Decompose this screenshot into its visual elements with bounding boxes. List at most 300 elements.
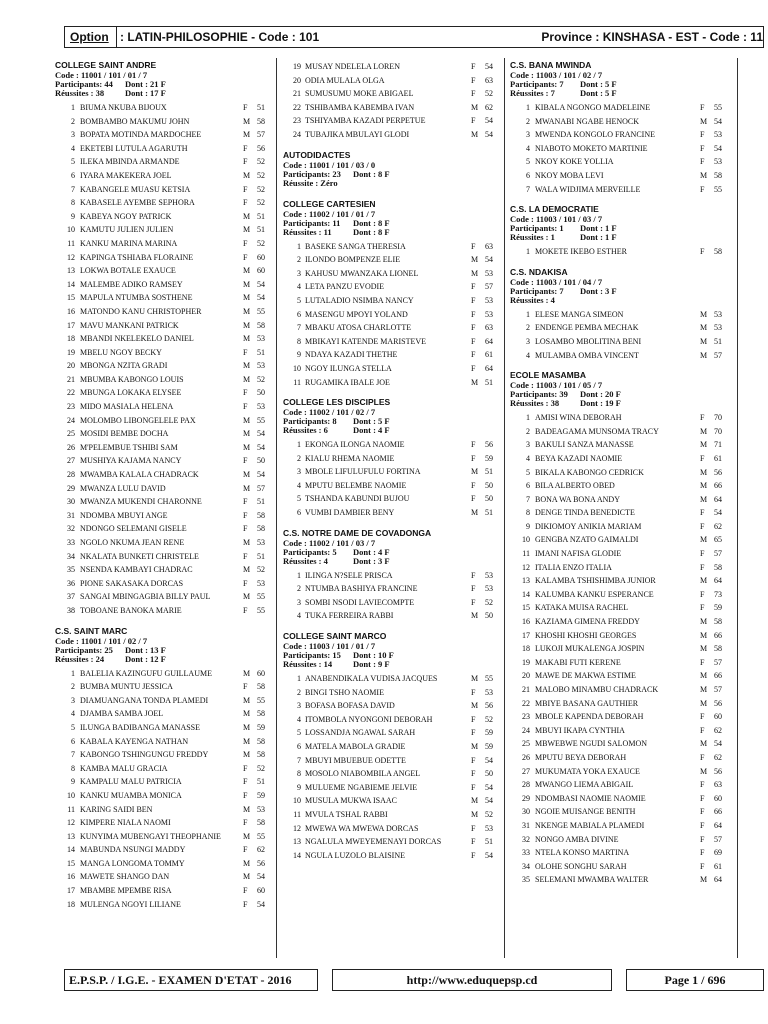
student-number: 22 bbox=[293, 102, 301, 112]
student-gender: F bbox=[243, 143, 248, 153]
student-gender: F bbox=[243, 402, 248, 412]
school-section bbox=[283, 150, 498, 191]
student-row bbox=[55, 495, 270, 509]
student-name: DIKIOMOY ANIKIA MARIAM bbox=[535, 521, 642, 531]
student-name: BALELIA KAZINGUFU GUILLAUME bbox=[80, 668, 212, 678]
page-header bbox=[64, 26, 764, 48]
student-number: 1 bbox=[297, 674, 301, 684]
student-name: NGULA LUZOLO BLAISINE bbox=[305, 850, 405, 860]
student-row bbox=[55, 346, 270, 360]
student-number: 15 bbox=[522, 603, 530, 613]
student-row bbox=[55, 468, 270, 482]
student-row bbox=[283, 506, 498, 520]
student-gender: F bbox=[700, 603, 705, 613]
student-number: 29 bbox=[67, 483, 75, 493]
student-name: NKOY MOBA LEVI bbox=[535, 170, 604, 180]
student-name: KAPINGA TSHIABA FLORAINE bbox=[80, 252, 194, 262]
student-name: ENDENGE PEMBA MECHAK bbox=[535, 323, 639, 333]
school-code: Code : 11003 / 101 / 03 / 7 bbox=[510, 214, 603, 225]
student-row bbox=[510, 155, 733, 169]
student-row bbox=[283, 267, 498, 281]
student-gender: F bbox=[471, 336, 476, 346]
participants-female-count: Dont : 8 F bbox=[353, 168, 390, 179]
student-gender: M bbox=[471, 809, 479, 819]
student-row bbox=[55, 803, 270, 817]
student-score: 56 bbox=[714, 698, 722, 708]
reussites-line bbox=[283, 179, 498, 188]
student-name: NGOY ILUNGA STELLA bbox=[305, 363, 392, 373]
student-name: DIAMUANGANA TONDA PLAMEDI bbox=[80, 695, 209, 705]
student-score: 52 bbox=[257, 184, 265, 194]
student-name: MBAKU ATOSA CHARLOTTE bbox=[305, 323, 412, 333]
student-name: KAMBA MALU GRACIA bbox=[80, 763, 168, 773]
student-number: 19 bbox=[67, 347, 75, 357]
student-score: 61 bbox=[485, 350, 493, 360]
school-name: COLLEGE SAINT MARCO bbox=[283, 631, 387, 642]
participants-female-count: Dont : 5 F bbox=[353, 416, 390, 427]
student-gender: F bbox=[471, 440, 476, 450]
student-row bbox=[283, 438, 498, 452]
student-number: 6 bbox=[526, 170, 530, 180]
student-row bbox=[510, 615, 733, 629]
student-name: MBUMBA KABONGO LOUIS bbox=[80, 374, 184, 384]
student-score: 56 bbox=[485, 701, 493, 711]
student-gender: M bbox=[243, 709, 251, 719]
student-gender: M bbox=[243, 279, 251, 289]
student-score: 54 bbox=[257, 429, 265, 439]
student-gender: F bbox=[700, 130, 705, 140]
student-name: MWAMBA KALALA CHADRACK bbox=[80, 470, 199, 480]
student-row bbox=[510, 335, 733, 349]
student-gender: F bbox=[700, 453, 705, 463]
student-row bbox=[283, 294, 498, 308]
student-number: 21 bbox=[522, 685, 530, 694]
student-number: 5 bbox=[71, 157, 75, 167]
student-score: 54 bbox=[714, 143, 722, 153]
student-score: 61 bbox=[714, 453, 722, 463]
student-score: 59 bbox=[714, 603, 722, 613]
student-gender: F bbox=[471, 769, 476, 779]
student-gender: F bbox=[700, 752, 705, 762]
reussites-female-count: Dont : 5 F bbox=[580, 88, 617, 98]
student-number: 6 bbox=[71, 170, 75, 180]
student-number: 32 bbox=[522, 834, 530, 844]
student-gender: F bbox=[700, 549, 705, 559]
student-number: 2 bbox=[526, 323, 530, 333]
student-gender: F bbox=[471, 570, 476, 580]
student-number: 20 bbox=[67, 361, 75, 371]
student-score: 63 bbox=[485, 241, 493, 251]
student-name: BILA ALBERTO OBED bbox=[535, 481, 615, 491]
student-row bbox=[283, 114, 498, 128]
student-score: 53 bbox=[485, 295, 493, 305]
student-score: 58 bbox=[257, 709, 265, 719]
student-name: MAVU MANKANI PATRICK bbox=[80, 320, 179, 330]
reussites-female-count: Dont : 12 F bbox=[125, 653, 166, 664]
student-score: 57 bbox=[714, 549, 722, 559]
reussites-female-count: Dont : 9 F bbox=[353, 659, 390, 670]
student-score: 50 bbox=[485, 769, 493, 779]
student-number: 4 bbox=[297, 611, 301, 621]
student-number: 36 bbox=[67, 578, 75, 588]
student-row bbox=[55, 870, 270, 884]
student-row bbox=[283, 240, 498, 254]
student-score: 62 bbox=[714, 752, 722, 762]
student-name: MPUTU BEYA DEBORAH bbox=[535, 752, 627, 762]
student-gender: F bbox=[471, 494, 476, 504]
student-gender: F bbox=[700, 184, 705, 194]
student-gender: M bbox=[471, 377, 479, 387]
participants-female-count: Dont : 1 F bbox=[580, 223, 617, 234]
student-row bbox=[283, 452, 498, 466]
student-score: 52 bbox=[485, 809, 493, 819]
student-gender: M bbox=[243, 374, 251, 384]
student-name: ODIA MULALA OLGA bbox=[305, 75, 385, 85]
student-score: 66 bbox=[714, 671, 722, 681]
student-name: MUKUMATA YOKA EXAUCE bbox=[535, 766, 640, 776]
student-name: EKONGA ILONGA NAOMIE bbox=[305, 440, 405, 450]
participants-female-count: Dont : 8 F bbox=[353, 217, 390, 228]
student-row bbox=[55, 680, 270, 694]
student-score: 51 bbox=[485, 467, 493, 477]
student-gender: F bbox=[700, 657, 705, 667]
student-number: 13 bbox=[522, 576, 530, 586]
reussites-count: Réussites : 6 bbox=[283, 425, 328, 436]
student-number: 32 bbox=[67, 524, 75, 534]
student-number: 9 bbox=[71, 777, 75, 787]
student-name: TUBAJIKA MBULAYI GLODI bbox=[305, 129, 410, 139]
student-number: 23 bbox=[293, 116, 301, 126]
student-name: LOSAMBO MBOLITINA BENI bbox=[535, 336, 642, 346]
student-number: 5 bbox=[526, 467, 530, 477]
student-number: 7 bbox=[71, 184, 75, 194]
column-divider bbox=[737, 58, 738, 958]
student-gender: M bbox=[700, 671, 708, 681]
student-name: PIONE SAKASAKA DORCAS bbox=[80, 578, 184, 588]
student-number: 5 bbox=[297, 295, 301, 305]
student-row bbox=[510, 846, 733, 860]
student-number: 27 bbox=[67, 456, 75, 466]
student-gender: M bbox=[243, 538, 251, 547]
student-score: 65 bbox=[714, 535, 722, 545]
student-name: MOSOLO NIABOMBILA ANGEL bbox=[305, 769, 421, 779]
student-name: BASEKE SANGA THERESIA bbox=[305, 241, 406, 251]
student-gender: M bbox=[243, 266, 251, 276]
student-score: 64 bbox=[714, 820, 722, 830]
student-name: TUKA FERREIRA RABBI bbox=[305, 611, 394, 621]
student-row bbox=[55, 721, 270, 735]
student-gender: F bbox=[700, 848, 705, 858]
student-row bbox=[283, 128, 498, 142]
student-number: 11 bbox=[67, 238, 75, 248]
student-score: 60 bbox=[257, 668, 265, 678]
student-row bbox=[55, 115, 270, 129]
student-name: IYARA MAKEKERA JOEL bbox=[80, 170, 172, 180]
participants-count: Participants: 5 bbox=[283, 546, 337, 557]
student-name: ILINGA N?SELE PRISCA bbox=[305, 570, 393, 580]
student-row bbox=[510, 142, 733, 156]
student-gender: F bbox=[243, 157, 248, 167]
school-section bbox=[510, 60, 733, 196]
student-score: 53 bbox=[257, 578, 265, 588]
student-score: 59 bbox=[257, 790, 265, 800]
results-column-1 bbox=[55, 60, 270, 960]
student-row bbox=[55, 210, 270, 224]
student-name: KALUMBA KANKU ESPERANCE bbox=[535, 589, 654, 599]
student-score: 53 bbox=[485, 268, 493, 278]
student-score: 52 bbox=[257, 238, 265, 248]
student-name: MABUNDA NSUNGI MADDY bbox=[80, 845, 186, 855]
student-number: 14 bbox=[67, 279, 75, 289]
student-row bbox=[283, 740, 498, 754]
student-name: MOLOMBO LIBONGELELE PAX bbox=[80, 415, 196, 425]
school-name: COLLEGE CARTESIEN bbox=[283, 198, 376, 209]
student-score: 52 bbox=[485, 597, 493, 607]
student-name: MWANGO LIEMA ABIGAIL bbox=[535, 780, 634, 790]
student-score: 54 bbox=[485, 796, 493, 806]
student-score: 73 bbox=[714, 589, 722, 599]
participants-female-count: Dont : 13 F bbox=[125, 644, 166, 655]
student-name: MALEMBE ADIKO RAMSEY bbox=[80, 279, 183, 289]
student-gender: F bbox=[243, 388, 248, 398]
student-row bbox=[510, 321, 733, 335]
student-gender: F bbox=[243, 252, 248, 262]
student-number: 17 bbox=[67, 320, 75, 330]
student-number: 4 bbox=[526, 143, 530, 153]
student-gender: M bbox=[700, 576, 708, 586]
reussites-line bbox=[283, 557, 498, 566]
student-row bbox=[55, 359, 270, 373]
student-name: ANABENDIKALA VUDISA JACQUES bbox=[305, 674, 438, 684]
student-number: 30 bbox=[67, 497, 75, 507]
student-name: MBAMBE MPEMBE RISA bbox=[80, 886, 172, 896]
student-gender: M bbox=[700, 766, 708, 776]
student-number: 34 bbox=[522, 861, 530, 871]
student-row bbox=[510, 805, 733, 819]
student-number: 8 bbox=[297, 336, 301, 346]
student-name: NONGO AMBA DIVINE bbox=[535, 834, 619, 844]
student-row bbox=[283, 87, 498, 101]
student-number: 9 bbox=[71, 211, 75, 221]
student-name: KABANGELE MUASU KETSIA bbox=[80, 184, 191, 194]
student-number: 34 bbox=[67, 551, 75, 561]
student-number: 23 bbox=[67, 402, 75, 412]
column-divider bbox=[276, 58, 277, 958]
student-number: 15 bbox=[67, 858, 75, 868]
student-score: 64 bbox=[485, 363, 493, 373]
student-gender: M bbox=[700, 494, 708, 504]
student-number: 8 bbox=[71, 198, 75, 208]
student-row bbox=[510, 452, 733, 466]
student-row bbox=[55, 155, 270, 169]
student-gender: F bbox=[471, 728, 476, 738]
reussites-line bbox=[510, 89, 733, 98]
student-row bbox=[510, 128, 733, 142]
student-gender: M bbox=[243, 750, 251, 760]
student-name: KANKU MUAMBA MONICA bbox=[80, 790, 182, 800]
student-number: 13 bbox=[293, 837, 301, 847]
student-name: MULUEME NGABIEME JELVIE bbox=[305, 782, 418, 792]
student-number: 3 bbox=[71, 130, 75, 140]
school-section bbox=[55, 626, 270, 912]
student-row bbox=[55, 183, 270, 197]
student-row bbox=[55, 414, 270, 428]
footer-website-link[interactable]: http://www.eduquepsp.cd bbox=[332, 969, 612, 991]
student-number: 16 bbox=[67, 872, 75, 882]
student-number: 7 bbox=[71, 750, 75, 760]
student-score: 58 bbox=[257, 682, 265, 692]
student-row bbox=[55, 843, 270, 857]
student-score: 55 bbox=[485, 674, 493, 684]
student-row bbox=[55, 251, 270, 265]
student-name: NGOLO NKUMA JEAN RENE bbox=[80, 538, 185, 547]
student-row bbox=[510, 425, 733, 439]
school-section bbox=[55, 60, 270, 618]
student-gender: F bbox=[243, 551, 248, 561]
student-gender: F bbox=[471, 850, 476, 860]
reussites-count: Réussites : 7 bbox=[510, 88, 555, 98]
student-row bbox=[510, 601, 733, 615]
student-number: 6 bbox=[297, 742, 301, 751]
reussites-line bbox=[55, 89, 270, 98]
student-gender: M bbox=[700, 739, 708, 749]
student-row bbox=[283, 465, 498, 479]
school-code: Code : 11001 / 101 / 02 / 7 bbox=[55, 635, 148, 646]
student-gender: F bbox=[471, 295, 476, 305]
student-name: TSHIYAMBA KAZADI PERPETUE bbox=[305, 116, 426, 126]
student-number: 31 bbox=[522, 820, 530, 830]
student-number: 15 bbox=[67, 293, 75, 303]
student-gender: F bbox=[243, 790, 248, 800]
participants-count: Participants: 15 bbox=[283, 650, 341, 661]
student-row bbox=[510, 466, 733, 480]
student-number: 1 bbox=[526, 247, 530, 257]
student-number: 20 bbox=[522, 671, 530, 681]
student-number: 38 bbox=[67, 605, 75, 615]
student-gender: F bbox=[243, 763, 248, 773]
student-row bbox=[510, 520, 733, 534]
student-name: NKALATA BUNKETI CHRISTELE bbox=[80, 551, 199, 561]
student-name: NDONGO SELEMANI GISELE bbox=[80, 524, 187, 534]
student-name: MPUTU BELEMBE NAOMIE bbox=[305, 480, 407, 490]
student-score: 52 bbox=[257, 198, 265, 208]
student-row bbox=[283, 835, 498, 849]
student-score: 51 bbox=[714, 336, 722, 346]
student-score: 62 bbox=[714, 521, 722, 531]
student-row bbox=[55, 305, 270, 319]
student-row bbox=[55, 707, 270, 721]
student-number: 3 bbox=[297, 467, 301, 477]
participants-female-count: Dont : 3 F bbox=[580, 285, 617, 296]
student-score: 55 bbox=[257, 831, 265, 841]
student-gender: F bbox=[700, 780, 705, 790]
student-name: BEYA KAZADI NAOMIE bbox=[535, 453, 623, 463]
student-number: 3 bbox=[297, 701, 301, 711]
student-name: KAMUTU JULIEN JULIEN bbox=[80, 225, 174, 235]
student-name: NKOY KOKE YOLLIA bbox=[535, 157, 614, 167]
student-name: BADEAGAMA MUNSOMA TRACY bbox=[535, 426, 659, 436]
school-section bbox=[283, 199, 498, 390]
student-number: 6 bbox=[297, 508, 301, 518]
student-number: 18 bbox=[67, 334, 75, 344]
student-row bbox=[510, 574, 733, 588]
student-gender: M bbox=[243, 804, 251, 814]
student-name: LUKOJI MUKALENGA JOSPIN bbox=[535, 644, 645, 654]
student-score: 57 bbox=[714, 685, 722, 694]
student-number: 2 bbox=[297, 584, 301, 594]
student-score: 52 bbox=[257, 374, 265, 384]
student-row bbox=[55, 373, 270, 387]
student-number: 9 bbox=[297, 782, 301, 792]
student-number: 19 bbox=[522, 657, 530, 667]
student-number: 33 bbox=[522, 848, 530, 858]
student-row bbox=[283, 321, 498, 335]
student-row bbox=[283, 362, 498, 376]
school-code: Code : 11002 / 101 / 01 / 7 bbox=[283, 208, 376, 219]
student-row bbox=[55, 319, 270, 333]
student-number: 14 bbox=[293, 850, 301, 860]
student-row bbox=[283, 280, 498, 294]
school-name: COLLEGE LES DISCIPLES bbox=[283, 397, 391, 408]
student-gender: F bbox=[700, 521, 705, 531]
student-gender: M bbox=[243, 470, 251, 480]
student-score: 53 bbox=[485, 687, 493, 697]
reussites-line bbox=[283, 228, 498, 237]
student-gender: F bbox=[471, 782, 476, 792]
student-score: 62 bbox=[257, 845, 265, 855]
reussites-count: Réussites : 24 bbox=[55, 653, 105, 664]
student-name: SELEMANI MWAMBA WALTER bbox=[535, 875, 649, 885]
student-gender: M bbox=[243, 116, 251, 126]
student-row bbox=[510, 778, 733, 792]
student-row bbox=[55, 563, 270, 577]
student-row bbox=[55, 454, 270, 468]
student-gender: F bbox=[471, 755, 476, 765]
student-row bbox=[510, 169, 733, 183]
student-name: SOMBI NSODI LAVIECOMPTE bbox=[305, 597, 415, 607]
student-score: 58 bbox=[714, 562, 722, 572]
student-row bbox=[283, 74, 498, 88]
student-gender: M bbox=[700, 630, 708, 640]
student-gender: F bbox=[700, 508, 705, 518]
student-gender: M bbox=[700, 644, 708, 654]
student-number: 24 bbox=[522, 725, 530, 735]
student-name: TOBOANE BANOKA MARIE bbox=[80, 605, 182, 615]
student-name: DJAMBA SAMBA JOEL bbox=[80, 709, 164, 719]
student-row bbox=[510, 115, 733, 129]
student-score: 63 bbox=[714, 780, 722, 790]
student-score: 51 bbox=[257, 551, 265, 561]
student-row bbox=[510, 765, 733, 779]
student-row bbox=[55, 857, 270, 871]
student-name: MWANZA MUKENDI CHARONNE bbox=[80, 497, 202, 507]
student-score: 54 bbox=[714, 508, 722, 518]
student-score: 54 bbox=[257, 899, 265, 909]
student-number: 3 bbox=[526, 440, 530, 450]
student-number: 26 bbox=[67, 442, 75, 452]
student-row bbox=[55, 196, 270, 210]
reussites-line bbox=[510, 296, 733, 305]
student-score: 55 bbox=[257, 695, 265, 705]
student-row bbox=[55, 522, 270, 536]
student-row bbox=[510, 792, 733, 806]
student-name: MULAMBA OMBA VINCENT bbox=[535, 350, 639, 360]
student-name: MIDO MASIALA HELENA bbox=[80, 402, 174, 412]
student-row bbox=[283, 781, 498, 795]
student-number: 14 bbox=[67, 845, 75, 855]
student-name: MBONGA NZITA GRADI bbox=[80, 361, 168, 371]
student-score: 54 bbox=[257, 872, 265, 882]
